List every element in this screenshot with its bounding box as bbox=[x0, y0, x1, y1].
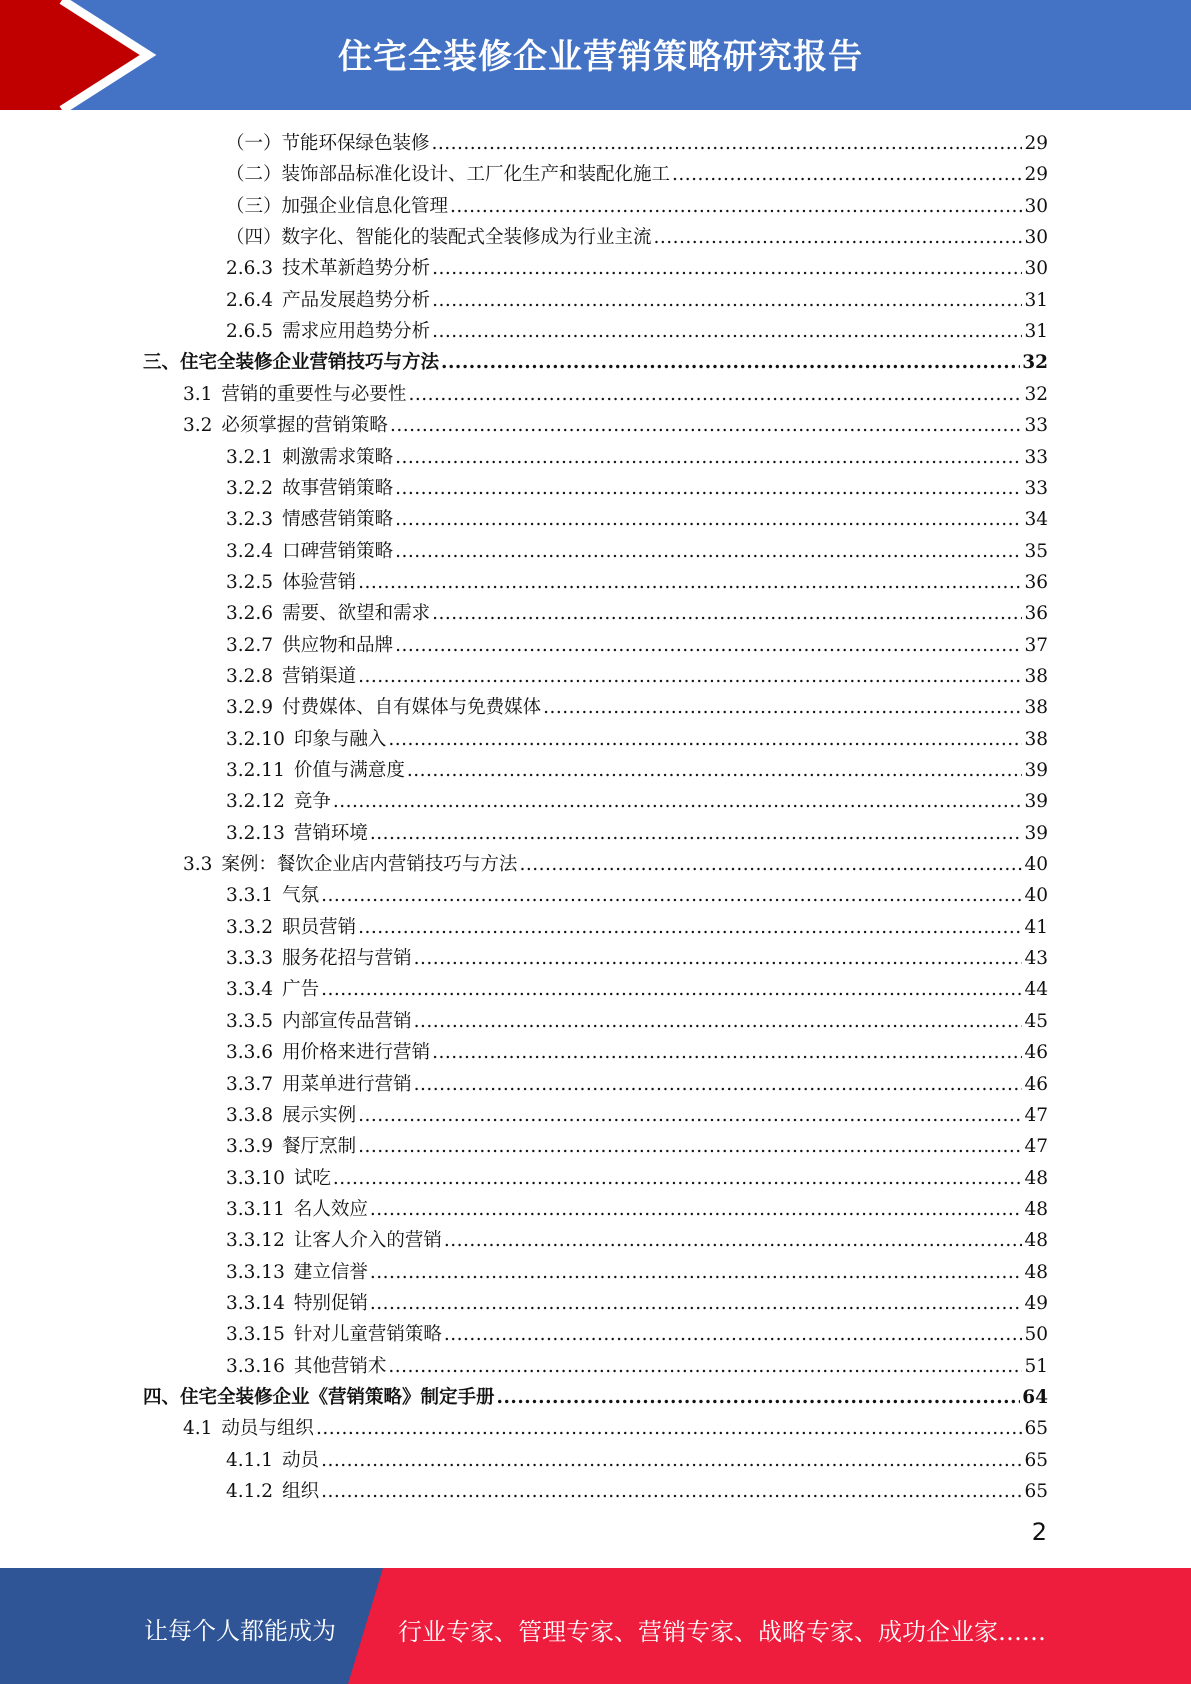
toc-dot-leader bbox=[432, 598, 1022, 629]
toc-entry-number: 3.2 bbox=[183, 415, 213, 437]
toc-entry-number: 3.2.2 bbox=[226, 477, 274, 499]
toc-entry-title: 职员营销 bbox=[282, 916, 357, 938]
toc-entry-title: 建立信誉 bbox=[293, 1261, 368, 1283]
toc-entry-page: 50 bbox=[1024, 1324, 1048, 1346]
toc-entry-page: 48 bbox=[1024, 1198, 1048, 1220]
toc-dot-leader bbox=[395, 630, 1022, 661]
page-footer bbox=[0, 1568, 1191, 1684]
toc-entry[interactable] bbox=[226, 316, 1048, 347]
toc-entry-number: 3.2.1 bbox=[226, 446, 274, 468]
toc-entry-page: 43 bbox=[1024, 948, 1048, 970]
toc-dot-leader bbox=[414, 1069, 1023, 1100]
toc-entry[interactable] bbox=[226, 1131, 1048, 1162]
toc-entry-number: 3.3.13 bbox=[226, 1261, 285, 1283]
toc-entry-title: 价值与满意度 bbox=[293, 760, 405, 781]
toc-entry-page: 64 bbox=[1022, 1387, 1048, 1408]
toc-entry-number: 3.2.12 bbox=[226, 791, 285, 813]
toc-entry-number: 3.2.6 bbox=[226, 603, 274, 625]
toc-dot-leader bbox=[388, 724, 1022, 755]
toc-entry-page: 51 bbox=[1024, 1355, 1048, 1377]
toc-entry-title: 试吃 bbox=[293, 1167, 331, 1189]
toc-entry-title: 组织 bbox=[282, 1481, 320, 1503]
toc-entry-page: 38 bbox=[1024, 697, 1048, 719]
toc-dot-leader bbox=[370, 1194, 1023, 1225]
toc-entry-title: 动员 bbox=[282, 1449, 320, 1471]
toc-dot-leader bbox=[543, 692, 1022, 723]
toc-entry-page: 39 bbox=[1024, 822, 1048, 844]
toc-entry[interactable] bbox=[226, 724, 1048, 755]
toc-entry-page: 40 bbox=[1024, 885, 1048, 907]
toc-entry-page: 33 bbox=[1024, 415, 1048, 437]
toc-dot-leader bbox=[370, 1257, 1023, 1288]
toc-entry-title: 情感营销策略 bbox=[282, 509, 394, 531]
toc-entry-page: 31 bbox=[1024, 289, 1048, 311]
toc-entry[interactable] bbox=[183, 379, 1048, 410]
toc-entry-title: 用价格来进行营销 bbox=[282, 1042, 431, 1064]
toc-entry[interactable] bbox=[226, 755, 1048, 786]
toc-dot-leader bbox=[450, 191, 1022, 222]
toc-entry-number: 3.3.8 bbox=[226, 1104, 274, 1126]
toc-entry-number: 3.2.4 bbox=[226, 540, 274, 562]
toc-entry-page: 47 bbox=[1024, 1104, 1048, 1126]
toc-dot-leader bbox=[497, 1382, 1021, 1413]
toc-entry-title: 气氛 bbox=[282, 885, 320, 907]
toc-dot-leader bbox=[432, 128, 1023, 159]
toc-entry-number: 3.2.13 bbox=[226, 822, 285, 844]
toc-entry-number: 3.3.12 bbox=[226, 1230, 285, 1252]
toc-entry-number: 3.1 bbox=[183, 383, 213, 405]
toc-entry-title: 供应物和品牌 bbox=[282, 634, 394, 656]
toc-dot-leader bbox=[672, 159, 1022, 190]
toc-entry-page: 36 bbox=[1024, 603, 1048, 625]
toc-entry[interactable] bbox=[226, 128, 1048, 159]
toc-entry-number: 3.3.14 bbox=[226, 1292, 285, 1314]
toc-dot-leader bbox=[654, 222, 1023, 253]
toc-entry-number: 3.3.7 bbox=[226, 1073, 274, 1095]
toc-entry-title: （二）装饰部品标准化设计、工厂化生产和装配化施工 bbox=[226, 164, 671, 186]
toc-entry-title: 展示实例 bbox=[282, 1104, 357, 1126]
toc-dot-leader bbox=[358, 912, 1022, 943]
toc-entry-number: 3.3.6 bbox=[226, 1042, 274, 1064]
toc-dot-leader bbox=[407, 755, 1023, 786]
toc-dot-leader bbox=[395, 442, 1022, 473]
toc-entry[interactable] bbox=[226, 442, 1048, 473]
toc-entry-page: 29 bbox=[1024, 133, 1048, 154]
toc-entry[interactable] bbox=[226, 786, 1048, 817]
toc-dot-leader bbox=[388, 1351, 1022, 1382]
toc-entry-page: 32 bbox=[1024, 383, 1048, 405]
toc-entry-page: 39 bbox=[1024, 760, 1048, 781]
toc-dot-leader bbox=[321, 1445, 1022, 1476]
toc-dot-leader bbox=[441, 347, 1020, 378]
toc-entry[interactable] bbox=[226, 1006, 1048, 1037]
toc-chapter-entry[interactable] bbox=[143, 1382, 1048, 1413]
toc-entry-number: 3.3.16 bbox=[226, 1355, 285, 1377]
toc-dot-leader bbox=[444, 1225, 1023, 1256]
toc-dot-leader bbox=[408, 379, 1022, 410]
toc-entry-number: 4.1.1 bbox=[226, 1449, 274, 1471]
toc-entry-number: 3.3.2 bbox=[226, 916, 274, 938]
toc-entry-title: 营销渠道 bbox=[282, 665, 357, 687]
toc-entry[interactable] bbox=[226, 1351, 1048, 1382]
toc-entry-page: 40 bbox=[1024, 854, 1048, 876]
toc-entry[interactable] bbox=[183, 1413, 1048, 1444]
toc-entry-title: （四）数字化、智能化的装配式全装修成为行业主流 bbox=[226, 227, 652, 249]
toc-entry-number: 3.3 bbox=[183, 854, 213, 876]
toc-entry-number: 3.3.10 bbox=[226, 1167, 285, 1189]
toc-entry-page: 34 bbox=[1024, 509, 1048, 531]
toc-entry-page: 47 bbox=[1024, 1136, 1048, 1158]
toc-entry[interactable] bbox=[226, 598, 1048, 629]
toc-dot-leader bbox=[321, 1476, 1022, 1507]
toc-dot-leader bbox=[395, 536, 1022, 567]
toc-entry-page: 65 bbox=[1024, 1449, 1048, 1471]
toc-entry[interactable] bbox=[226, 536, 1048, 567]
toc-dot-leader bbox=[432, 285, 1022, 316]
toc-entry-page: 38 bbox=[1024, 728, 1048, 750]
toc-entry-title: 口碑营销策略 bbox=[282, 540, 394, 562]
toc-entry-page: 65 bbox=[1024, 1418, 1048, 1440]
toc-dot-leader bbox=[333, 786, 1023, 817]
toc-entry-page: 48 bbox=[1024, 1261, 1048, 1283]
toc-entry-number: 3.3.11 bbox=[226, 1198, 285, 1220]
toc-entry[interactable] bbox=[226, 1225, 1048, 1256]
toc-entry[interactable] bbox=[226, 504, 1048, 535]
toc-entry-title: 营销环境 bbox=[293, 822, 368, 844]
toc-dot-leader bbox=[414, 1006, 1023, 1037]
toc-entry[interactable] bbox=[226, 159, 1048, 190]
toc-chapter-entry[interactable] bbox=[143, 347, 1048, 378]
toc-entry[interactable] bbox=[226, 1476, 1048, 1507]
toc-entry-page: 33 bbox=[1024, 477, 1048, 499]
toc-entry[interactable] bbox=[226, 818, 1048, 849]
toc-entry-number: 4.1 bbox=[183, 1418, 213, 1440]
toc-entry-title: 营销的重要性与必要性 bbox=[221, 383, 407, 405]
toc-entry-number: 3.3.9 bbox=[226, 1136, 274, 1158]
toc-entry[interactable] bbox=[226, 1037, 1048, 1068]
toc-dot-leader bbox=[316, 1413, 1023, 1444]
toc-entry-page: 45 bbox=[1024, 1010, 1048, 1032]
toc-entry-number: 3.2.8 bbox=[226, 665, 274, 687]
toc-entry[interactable] bbox=[226, 253, 1048, 284]
toc-entry[interactable] bbox=[226, 567, 1048, 598]
toc-entry-page: 38 bbox=[1024, 665, 1048, 687]
toc-dot-leader bbox=[358, 1131, 1022, 1162]
toc-entry-title: 动员与组织 bbox=[221, 1418, 314, 1440]
toc-dot-leader bbox=[358, 567, 1022, 598]
toc-entry[interactable] bbox=[183, 410, 1048, 441]
toc-dot-leader bbox=[333, 1163, 1023, 1194]
toc-entry-title: 需求应用趋势分析 bbox=[282, 321, 431, 343]
toc-entry-page: 37 bbox=[1024, 634, 1048, 656]
toc-entry-number: 3.2.9 bbox=[226, 697, 274, 719]
toc-entry-title: （一）节能环保绿色装修 bbox=[226, 133, 430, 154]
toc-entry[interactable] bbox=[226, 1069, 1048, 1100]
page-number: 2 bbox=[1031, 1518, 1047, 1546]
toc-entry-page: 29 bbox=[1024, 164, 1048, 186]
toc-entry-number: 2.6.4 bbox=[226, 289, 274, 311]
toc-dot-leader bbox=[432, 316, 1022, 347]
toc-entry[interactable] bbox=[183, 849, 1048, 880]
toc-entry-page: 32 bbox=[1022, 352, 1048, 374]
toc-dot-leader bbox=[395, 504, 1022, 535]
toc-entry-page: 49 bbox=[1024, 1292, 1048, 1314]
toc-entry-title: 需要、欲望和需求 bbox=[282, 603, 431, 625]
document-title: 住宅全装修企业营销策略研究报告 bbox=[338, 37, 863, 77]
toc-dot-leader bbox=[321, 974, 1022, 1005]
toc-entry[interactable] bbox=[226, 661, 1048, 692]
toc-entry-page: 30 bbox=[1024, 258, 1048, 280]
toc-entry-number: 2.6.5 bbox=[226, 321, 274, 343]
toc-entry-title: （三）加强企业信息化管理 bbox=[226, 195, 449, 217]
toc-entry-number: 3.2.11 bbox=[226, 760, 285, 781]
toc-entry[interactable] bbox=[226, 1194, 1048, 1225]
toc-entry-page: 46 bbox=[1024, 1042, 1048, 1064]
toc-entry-page: 30 bbox=[1024, 227, 1048, 249]
toc-dot-leader bbox=[519, 849, 1022, 880]
toc-entry-number: 3.3.5 bbox=[226, 1010, 274, 1032]
toc-entry-title: 针对儿童营销策略 bbox=[293, 1324, 442, 1346]
toc-entry-number: 3.2.5 bbox=[226, 571, 274, 593]
toc-entry-page: 65 bbox=[1024, 1481, 1048, 1503]
toc-entry-title: 案例：餐饮企业店内营销技巧与方法 bbox=[221, 854, 518, 876]
toc-entry-page: 31 bbox=[1024, 321, 1048, 343]
toc-entry[interactable] bbox=[226, 692, 1048, 723]
toc-entry-title: 刺激需求策略 bbox=[282, 446, 394, 468]
toc-entry[interactable] bbox=[226, 1100, 1048, 1131]
toc-entry[interactable] bbox=[226, 943, 1048, 974]
toc-entry-number: 3.2.3 bbox=[226, 509, 274, 531]
toc-entry-title: 竞争 bbox=[293, 791, 331, 813]
toc-entry-title: 技术革新趋势分析 bbox=[282, 258, 431, 280]
toc-dot-leader bbox=[444, 1319, 1023, 1350]
toc-entry-page: 48 bbox=[1024, 1167, 1048, 1189]
toc-entry-title: 餐厅烹制 bbox=[282, 1136, 357, 1158]
toc-dot-leader bbox=[358, 1100, 1022, 1131]
toc-entry-page: 48 bbox=[1024, 1230, 1048, 1252]
toc-entry[interactable] bbox=[226, 880, 1048, 911]
toc-entry-title: 名人效应 bbox=[293, 1198, 368, 1220]
toc-entry[interactable] bbox=[226, 222, 1048, 253]
toc-entry[interactable] bbox=[226, 1257, 1048, 1288]
toc-entry-title: 其他营销术 bbox=[293, 1355, 387, 1377]
toc-entry[interactable] bbox=[226, 1445, 1048, 1476]
toc-entry-title: 体验营销 bbox=[282, 571, 357, 593]
toc-entry-page: 46 bbox=[1024, 1073, 1048, 1095]
footer-slogan-right: 行业专家、管理专家、营销专家、战略专家、成功企业家…… bbox=[398, 1618, 1046, 1646]
toc-entry-number: 3.3.4 bbox=[226, 979, 274, 1001]
page-header bbox=[0, 0, 1191, 110]
toc-dot-leader bbox=[370, 818, 1023, 849]
toc-entry[interactable] bbox=[226, 1163, 1048, 1194]
toc-dot-leader bbox=[432, 253, 1022, 284]
toc-dot-leader bbox=[321, 880, 1022, 911]
toc-entry-number: 4.1.2 bbox=[226, 1481, 274, 1503]
toc-entry[interactable] bbox=[226, 1288, 1048, 1319]
footer-slogan-left: 让每个人都能成为 bbox=[144, 1617, 336, 1645]
toc-entry-title: 必须掌握的营销策略 bbox=[221, 415, 388, 437]
toc-entry-title: 特别促销 bbox=[293, 1292, 368, 1314]
toc-entry-page: 44 bbox=[1024, 979, 1048, 1001]
toc-entry-page: 36 bbox=[1024, 571, 1048, 593]
toc-entry[interactable] bbox=[226, 285, 1048, 316]
toc-dot-leader bbox=[414, 943, 1023, 974]
toc-entry-page: 39 bbox=[1024, 791, 1048, 813]
toc-entry[interactable] bbox=[226, 191, 1048, 222]
toc-dot-leader bbox=[358, 661, 1022, 692]
toc-entry-number: 3.3.3 bbox=[226, 948, 274, 970]
toc-dot-leader bbox=[432, 1037, 1022, 1068]
toc-entry-title: 付费媒体、自有媒体与免费媒体 bbox=[282, 697, 542, 719]
toc-entry-number: 3.3.1 bbox=[226, 885, 274, 907]
toc-entry-number: 3.3.15 bbox=[226, 1324, 285, 1346]
toc-entry[interactable] bbox=[226, 1319, 1048, 1350]
toc-entry-title: 故事营销策略 bbox=[282, 477, 394, 499]
toc-entry-title: 产品发展趋势分析 bbox=[282, 289, 431, 311]
toc-entry-title: 三、住宅全装修企业营销技巧与方法 bbox=[143, 352, 440, 374]
toc-entry-title: 内部宣传品营销 bbox=[282, 1010, 412, 1032]
toc-dot-leader bbox=[370, 1288, 1023, 1319]
toc-entry-page: 30 bbox=[1024, 195, 1048, 217]
toc-entry-title: 让客人介入的营销 bbox=[293, 1230, 442, 1252]
toc-dot-leader bbox=[390, 410, 1023, 441]
toc-entry-title: 印象与融入 bbox=[293, 728, 387, 750]
toc-dot-leader bbox=[395, 473, 1022, 504]
toc-entry[interactable] bbox=[226, 630, 1048, 661]
toc-entry[interactable] bbox=[226, 473, 1048, 504]
toc-entry-title: 服务花招与营销 bbox=[282, 948, 412, 970]
toc-entry-title: 广告 bbox=[282, 979, 320, 1001]
toc-entry-title: 四、住宅全装修企业《营销策略》制定手册 bbox=[143, 1387, 495, 1408]
toc-entry-number: 3.2.10 bbox=[226, 728, 285, 750]
toc-entry-number: 3.2.7 bbox=[226, 634, 274, 656]
toc-entry-number: 2.6.3 bbox=[226, 258, 274, 280]
toc-entry-page: 33 bbox=[1024, 446, 1048, 468]
toc-entry-page: 41 bbox=[1024, 916, 1048, 938]
toc-entry-page: 35 bbox=[1024, 540, 1048, 562]
toc-entry[interactable] bbox=[226, 912, 1048, 943]
toc-entry-title: 用菜单进行营销 bbox=[282, 1073, 412, 1095]
toc-entry[interactable] bbox=[226, 974, 1048, 1005]
